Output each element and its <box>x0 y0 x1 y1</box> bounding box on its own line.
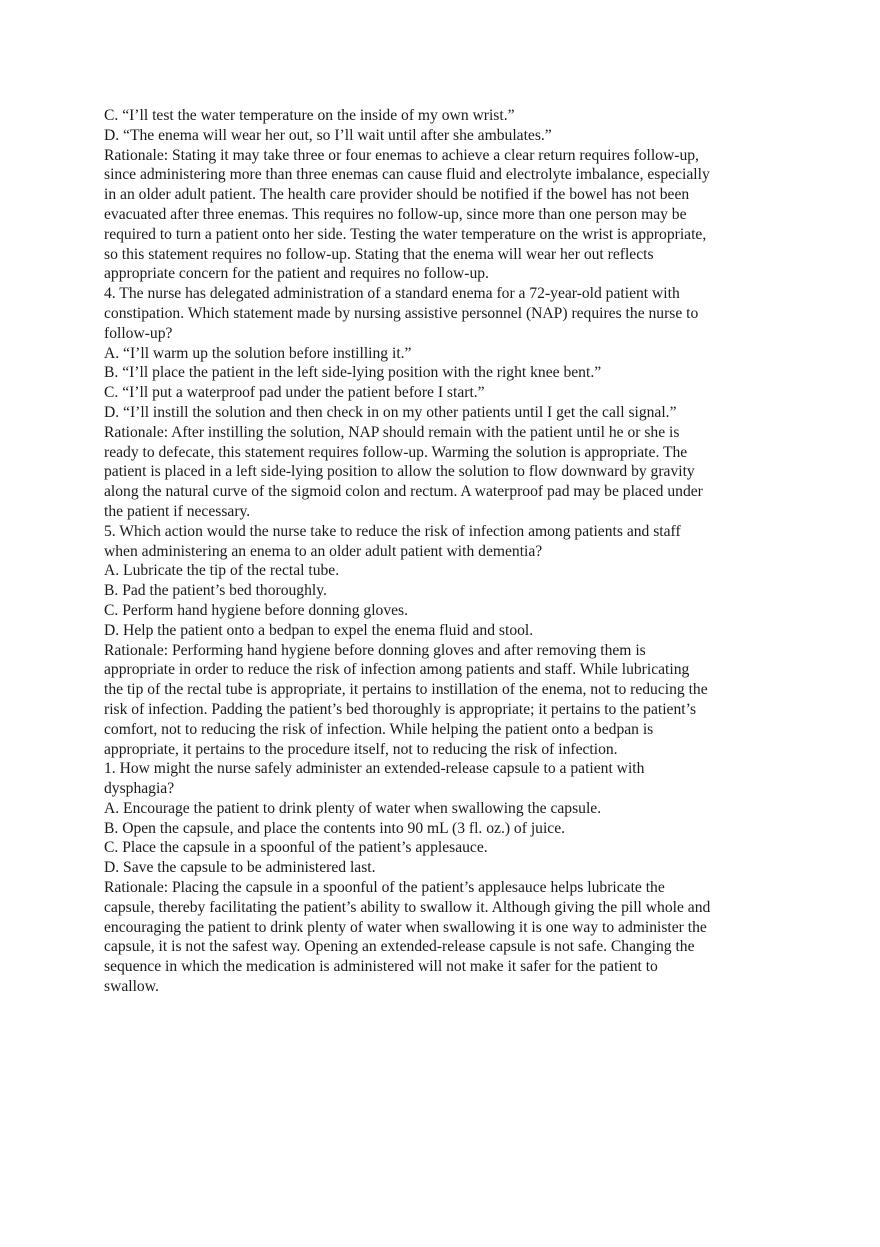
rationale-text-line: patient is placed in a left side-lying position to allow the solution to flow downward by gravity <box>104 463 695 481</box>
rationale-text-line: Rationale: After instilling the solution, NAP should remain with the patient until he or she is <box>104 423 680 441</box>
question-text-line: when administering an enema to an older adult patient with dementia? <box>104 542 543 560</box>
rationale-text-line: appropriate concern for the patient and requires no follow-up. <box>104 265 489 283</box>
text-line: D. “The enema will wear her out, so I’ll wait until after she ambulates.” <box>104 126 552 144</box>
answer-option: B. Pad the patient’s bed thoroughly. <box>104 582 327 600</box>
answer-option: D. “I’ll instill the solution and then check in on my other patients until I get the call signal.” <box>104 403 677 421</box>
rationale-text-line: comfort, not to reducing the risk of infection. While helping the patient onto a bedpan is <box>104 720 654 738</box>
question-text-line: constipation. Which statement made by nursing assistive personnel (NAP) requires the nurse to <box>104 304 699 322</box>
answer-option: B. Open the capsule, and place the contents into 90 mL (3 fl. oz.) of juice. <box>104 819 566 837</box>
question-text-line: 4. The nurse has delegated administration of a standard enema for a 72-year-old patient with <box>104 285 680 303</box>
rationale-text-line: capsule, thereby facilitating the patient’s ability to swallow it. Although giving the pill whole and <box>104 898 711 916</box>
rationale-text-line: capsule, it is not the safest way. Opening an extended-release capsule is not safe. Changing the <box>104 938 695 956</box>
rationale-text-line: required to turn a patient onto her side. Testing the water temperature on the wrist is appropriate, <box>104 225 707 243</box>
question-text-line: dysphagia? <box>104 780 175 798</box>
rationale-text-line: risk of infection. Padding the patient’s bed thoroughly is appropriate; it pertains to the patient’s <box>104 700 697 718</box>
rationale-text-line: appropriate in order to reduce the risk of infection among patients and staff. While lubricating <box>104 661 690 679</box>
rationale-text-line: the tip of the rectal tube is appropriate, it pertains to instillation of the enema, not to reducing the <box>104 681 708 699</box>
rationale-text-line: Rationale: Performing hand hygiene before donning gloves and after removing them is <box>104 641 646 659</box>
rationale-text-line: ready to defecate, this statement requires follow-up. Warming the solution is appropriate. The <box>104 443 688 461</box>
answer-option: D. Help the patient onto a bedpan to expel the enema fluid and stool. <box>104 621 534 639</box>
rationale-text-line: since administering more than three enemas can cause fluid and electrolyte imbalance, especially <box>104 166 710 184</box>
answer-option: A. “I’ll warm up the solution before instilling it.” <box>104 344 412 362</box>
rationale-text-line: Rationale: Stating it may take three or four enemas to achieve a clear return requires follow-up, <box>104 146 699 164</box>
text-line: C. “I’ll test the water temperature on the inside of my own wrist.” <box>104 107 515 124</box>
rationale-text-line: encouraging the patient to drink plenty of water when swallowing it is one way to administer the <box>104 918 707 936</box>
answer-option: C. “I’ll put a waterproof pad under the patient before I start.” <box>104 384 485 402</box>
rationale-text-line: along the natural curve of the sigmoid colon and rectum. A waterproof pad may be placed under <box>104 483 703 501</box>
rationale-text-line: appropriate, it pertains to the procedure itself, not to reducing the risk of infection. <box>104 740 618 758</box>
rationale-text-line: evacuated after three enemas. This requires no follow-up, since more than one person may be <box>104 205 687 223</box>
rationale-text-line: in an older adult patient. The health care provider should be notified if the bowel has not been <box>104 186 690 204</box>
answer-option: A. Encourage the patient to drink plenty of water when swallowing the capsule. <box>104 799 602 817</box>
rationale-text-line: swallow. <box>104 978 159 996</box>
answer-option: C. Perform hand hygiene before donning gloves. <box>104 601 409 619</box>
rationale-text-line: the patient if necessary. <box>104 502 251 520</box>
question-text-line: follow-up? <box>104 324 173 342</box>
question-text-line: 1. How might the nurse safely administer an extended-release capsule to a patient with <box>104 760 645 778</box>
document-body <box>104 106 784 997</box>
rationale-text-line: so this statement requires no follow-up. Stating that the enema will wear her out reflects <box>104 245 654 263</box>
answer-option: A. Lubricate the tip of the rectal tube. <box>104 562 340 580</box>
answer-option: D. Save the capsule to be administered last. <box>104 859 376 877</box>
answer-option: B. “I’ll place the patient in the left side-lying position with the right knee bent.” <box>104 364 602 382</box>
question-text-line: 5. Which action would the nurse take to reduce the risk of infection among patients and staff <box>104 522 681 540</box>
rationale-text-line: sequence in which the medication is administered will not make it safer for the patient to <box>104 958 658 976</box>
answer-option: C. Place the capsule in a spoonful of the patient’s applesauce. <box>104 839 488 857</box>
rationale-text-line: Rationale: Placing the capsule in a spoonful of the patient’s applesauce helps lubricate the <box>104 879 665 897</box>
